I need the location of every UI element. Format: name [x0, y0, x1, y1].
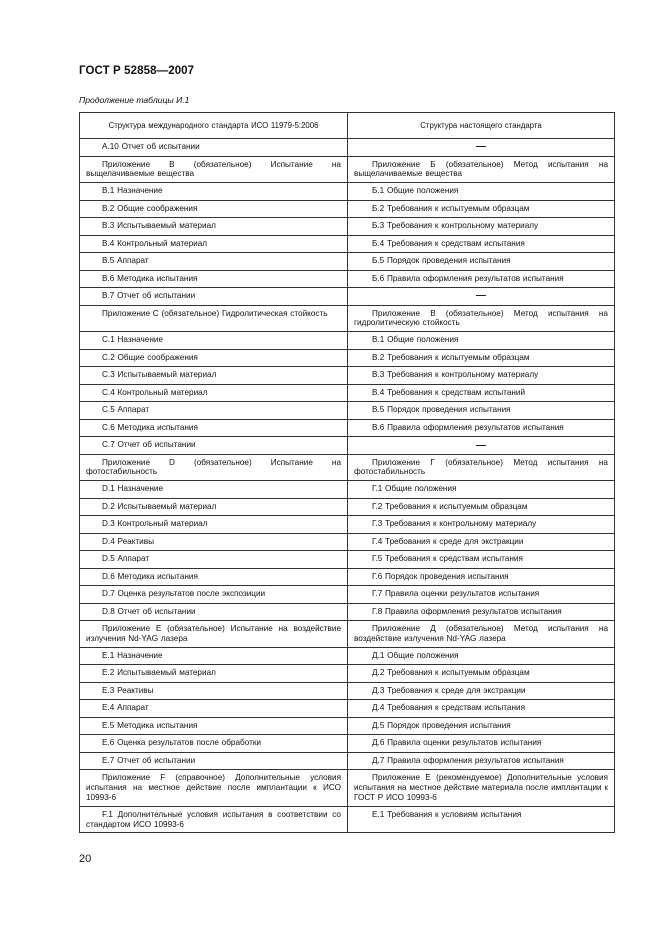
iso-structure-cell: D.7 Оценка результатов после экспозиции: [80, 586, 348, 604]
iso-structure-cell: Е.5 Методика испытания: [80, 717, 348, 735]
table-row: [80, 218, 615, 236]
iso-structure-cell: F.1 Дополнительные условия испытания в соответствии со стандартом ИСО 10993-6: [80, 806, 348, 833]
document-title: ГОСТ Р 52858—2007: [79, 65, 195, 77]
iso-structure-cell: D.2 Испытываемый материал: [80, 498, 348, 516]
gost-structure-cell: Д.4 Требования к средствам испытания: [348, 700, 615, 718]
table-row: [80, 156, 615, 183]
iso-structure-cell: Приложение Е (обязательное) Испытание на воздействие излучения Nd-YAG лазера: [80, 621, 348, 648]
gost-structure-cell: Б.2 Требования к испытуемым образцам: [348, 200, 615, 218]
gost-structure-cell: Приложение Б (обязательное) Метод испытания на выщелачиваемые вещества: [348, 156, 615, 183]
gost-structure-cell: В.2 Требования к испытуемым образцам: [348, 349, 615, 367]
table-row: [80, 367, 615, 385]
correspondence-table: [79, 112, 615, 833]
gost-structure-cell: В.5 Порядок проведения испытания: [348, 402, 615, 420]
table-row: [80, 183, 615, 201]
iso-structure-cell: Е.3 Реактивы: [80, 682, 348, 700]
table-row: [80, 568, 615, 586]
gost-structure-cell: Б.3 Требования к контрольному материалу: [348, 218, 615, 236]
iso-structure-cell: Е.4 Аппарат: [80, 700, 348, 718]
gost-structure-cell: Д.7 Правила оформления результатов испытания: [348, 752, 615, 770]
no-equivalent-cell: [348, 139, 615, 157]
table-row: [80, 384, 615, 402]
no-equivalent-cell: [348, 288, 615, 306]
gost-structure-cell: Д.6 Правила оценки результатов испытания: [348, 735, 615, 753]
gost-structure-cell: Б.1 Общие положения: [348, 183, 615, 201]
table-header-row: [80, 113, 615, 139]
iso-structure-cell: В.3 Испытываемый материал: [80, 218, 348, 236]
iso-structure-cell: D.3 Контрольный материал: [80, 516, 348, 534]
dash-mark: [476, 295, 486, 296]
table-row: [80, 332, 615, 350]
table-row: [80, 200, 615, 218]
table-row: [80, 305, 615, 332]
gost-structure-cell: Приложение Д (обязательное) Метод испытания на воздействие излучения Nd-YAG лазера: [348, 621, 615, 648]
table-row: [80, 586, 615, 604]
table-row: [80, 752, 615, 770]
table-row: [80, 516, 615, 534]
table-row: [80, 806, 615, 833]
gost-structure-cell: В.3 Требования к контрольному материалу: [348, 367, 615, 385]
dash-mark: [476, 146, 486, 147]
iso-structure-cell: D.1 Назначение: [80, 481, 348, 499]
gost-structure-cell: Д.2 Требования к испытуемым образцам: [348, 665, 615, 683]
iso-structure-cell: Е.6 Оценка результатов после обработки: [80, 735, 348, 753]
table-row: [80, 700, 615, 718]
gost-structure-cell: Е.1 Требования к условиям испытания: [348, 806, 615, 833]
table-row: [80, 139, 615, 157]
gost-structure-cell: Д.5 Порядок проведения испытания: [348, 717, 615, 735]
table-row: [80, 419, 615, 437]
iso-structure-cell: С.1 Назначение: [80, 332, 348, 350]
table-row: [80, 454, 615, 481]
iso-structure-cell: Е.1 Назначение: [80, 647, 348, 665]
gost-structure-cell: Б.5 Порядок проведения испытания: [348, 253, 615, 271]
iso-structure-cell: D.4 Реактивы: [80, 533, 348, 551]
gost-structure-cell: Б.4 Требования к средствам испытания: [348, 235, 615, 253]
gost-structure-cell: Г.5 Требования к средствам испытания: [348, 551, 615, 569]
iso-structure-cell: С.2 Общие соображения: [80, 349, 348, 367]
table-row: [80, 603, 615, 621]
iso-structure-cell: В.2 Общие соображения: [80, 200, 348, 218]
gost-structure-cell: Г.4 Требования к среде для экстракции: [348, 533, 615, 551]
iso-structure-cell: D.6 Методика испытания: [80, 568, 348, 586]
gost-structure-cell: Д.3 Требования к среде для экстракции: [348, 682, 615, 700]
table-row: [80, 770, 615, 806]
gost-structure-cell: Приложение В (обязательное) Метод испытания на гидролитическую стойкость: [348, 305, 615, 332]
table-row: [80, 402, 615, 420]
table-row: [80, 717, 615, 735]
no-equivalent-cell: [348, 437, 615, 455]
table-row: [80, 682, 615, 700]
table-row: [80, 235, 615, 253]
iso-structure-cell: С.6 Методика испытания: [80, 419, 348, 437]
gost-structure-cell: Г.3 Требования к контрольному материалу: [348, 516, 615, 534]
table-row: [80, 665, 615, 683]
iso-structure-cell: Приложение F (справочное) Дополнительные условия испытания на местное действие после имплантации к ИСО 10993-6: [80, 770, 348, 806]
iso-structure-cell: В.7 Отчет об испытании: [80, 288, 348, 306]
gost-structure-cell: Г.2 Требования к испытуемым образцам: [348, 498, 615, 516]
iso-structure-cell: D.5 Аппарат: [80, 551, 348, 569]
table-row: [80, 551, 615, 569]
table-row: [80, 735, 615, 753]
iso-structure-cell: Приложение D (обязательное) Испытание на фотостабильность: [80, 454, 348, 481]
table-row: [80, 533, 615, 551]
iso-structure-cell: Приложение В (обязательное) Испытание на выщелачиваемые вещества: [80, 156, 348, 183]
table-row: [80, 270, 615, 288]
table-row: [80, 288, 615, 306]
gost-structure-cell: Г.7 Правила оценки результатов испытания: [348, 586, 615, 604]
gost-structure-cell: В.4 Требования к средствам испытаний: [348, 384, 615, 402]
page-number: 20: [79, 853, 92, 865]
table-row: [80, 253, 615, 271]
iso-structure-cell: D.8 Отчет об испытании: [80, 603, 348, 621]
table-row: [80, 621, 615, 648]
table-row: [80, 481, 615, 499]
column-header-gost-structure: Структура настоящего стандарта: [348, 113, 615, 139]
iso-structure-cell: Е.2 Испытываемый материал: [80, 665, 348, 683]
gost-structure-cell: Д.1 Общие положения: [348, 647, 615, 665]
table-row: [80, 349, 615, 367]
gost-structure-cell: Г.6 Порядок проведения испытания: [348, 568, 615, 586]
table-row: [80, 437, 615, 455]
table-row: [80, 498, 615, 516]
column-header-iso-structure: Структура международного стандарта ИСО 11979-5:2006: [80, 113, 348, 139]
iso-structure-cell: Приложение С (обязательное) Гидролитическая стойкость: [80, 305, 348, 332]
table-row: [80, 647, 615, 665]
iso-structure-cell: С.7 Отчет об испытании: [80, 437, 348, 455]
iso-structure-cell: С.3 Испытываемый материал: [80, 367, 348, 385]
table-continuation-caption: Продолжение таблицы И.1: [79, 95, 190, 105]
iso-structure-cell: В.1 Назначение: [80, 183, 348, 201]
gost-structure-cell: Приложение Е (рекомендуемое) Дополнительные условия испытания на местное действие материала после имплантации к ГОСТ Р ИСО 10993-6: [348, 770, 615, 806]
gost-structure-cell: Г.8 Правила оформления результатов испытания: [348, 603, 615, 621]
gost-structure-cell: Г.1 Общие положения: [348, 481, 615, 499]
iso-structure-cell: Е.7 Отчет об испытании: [80, 752, 348, 770]
iso-structure-cell: С.5 Аппарат: [80, 402, 348, 420]
dash-mark: [476, 445, 486, 446]
gost-structure-cell: Приложение Г (обязательное) Метод испытания на фотостабильность: [348, 454, 615, 481]
iso-structure-cell: В.6 Методика испытания: [80, 270, 348, 288]
gost-structure-cell: В.6 Правила оформления результатов испытания: [348, 419, 615, 437]
iso-structure-cell: А.10 Отчет об испытании: [80, 139, 348, 157]
iso-structure-cell: В.4 Контрольный материал: [80, 235, 348, 253]
gost-structure-cell: Б.6 Правила оформления результатов испытания: [348, 270, 615, 288]
iso-structure-cell: В.5 Аппарат: [80, 253, 348, 271]
iso-structure-cell: С.4 Контрольный материал: [80, 384, 348, 402]
gost-structure-cell: В.1 Общие положения: [348, 332, 615, 350]
